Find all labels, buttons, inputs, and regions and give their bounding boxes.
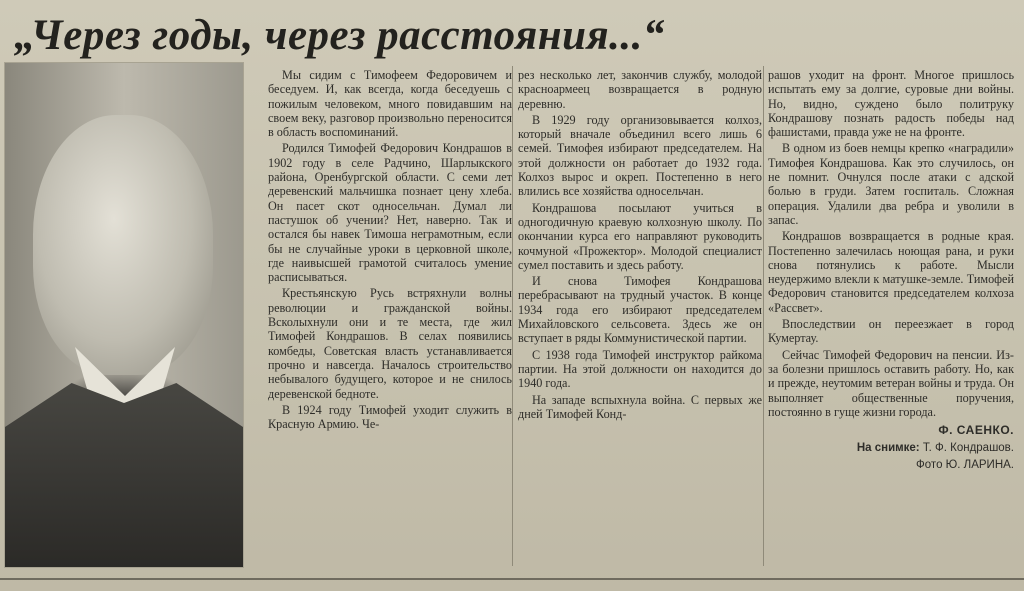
headline: „Через годы, через расстояния...“ xyxy=(14,12,665,59)
article-column-1 xyxy=(268,68,512,431)
paragraph: Родился Тимофей Федорович Кондрашов в 1902 году в селе Радчино, Шарлыкского района, Оренбургской области. С семи лет деревенский мальчишка познает цену хлеба. Он пасет скот односельчан. Думал ли пастушок об учении? Нет, наверно. Так и остался бы навек Тимоша неграмотным, если бы не случайные уроки в церковной школе, где наивысшей грамотой считалось умение расписываться. xyxy=(268,141,512,285)
column-divider xyxy=(512,66,513,566)
paragraph: С 1938 года Тимофей инструктор райкома партии. На этой должности он находится до 1940 года. xyxy=(518,347,762,391)
paragraph: Крестьянскую Русь встряхнули волны революции и гражданской войны. Всколыхнули они и те места, где жил Тимофей Кондрашов. В селах появились комбеды, Советская власть устанавливается прочно и навсегда. Началось строительство небывалого будущего, которое и не снилось деревенской бедноте. xyxy=(268,286,512,401)
paragraph: Мы сидим с Тимофеем Федоровичем и беседуем. И, как всегда, когда беседуешь с пожилым человеком, много повидавшим на своем веку, разговор произвольно переносится в область воспоминаний. xyxy=(268,68,512,140)
paragraph: Кондрашова посылают учиться в одногодичную краевую колхозную школу. По окончании курса его направляют руководить кочмуной «Прожектор». Молодой специалист сумел поставить и здесь работу. xyxy=(518,200,762,272)
column-divider xyxy=(763,66,764,566)
photo-caption xyxy=(768,441,1014,455)
photo-credit: Фото Ю. ЛАРИНА. xyxy=(916,458,1014,471)
photo-caption-label: На снимке: xyxy=(856,442,920,455)
paragraph: На западе вспыхнула война. С первых же дней Тимофей Конд- xyxy=(518,392,762,421)
paragraph: рашов уходит на фронт. Многое пришлось испытать ему за долгие, суровые дни войны. Но, видно, суждено было политруку Кондрашову познать радость победы над фашистами, правда уже не на фронте. xyxy=(768,68,1014,140)
paragraph: Сейчас Тимофей Федорович на пенсии. Из-за болезни пришлось оставить работу. Но, как и прежде, неутомим ветеран войны и труда. Он выполняет общественные поручения, постоянно в гуще жизни города. xyxy=(768,347,1014,419)
portrait-face xyxy=(33,115,213,375)
paragraph: В одном из боев немцы крепко «наградили» Тимофея Кондрашова. Как это случилось, он не помнит. Очнулся после атаки с адской болью в груди. Затем госпиталь. Сложная операция. Удалили два ребра и уволили в запас. xyxy=(768,141,1014,227)
article-column-2 xyxy=(518,68,762,421)
paragraph: Впоследствии он переезжает в город Кумертау. xyxy=(768,317,1014,346)
photo-caption-text: Т. Ф. Кондрашов. xyxy=(922,442,1014,455)
portrait-photo xyxy=(4,62,244,568)
paragraph: В 1924 году Тимофей уходит служить в Красную Армию. Че- xyxy=(268,402,512,432)
paragraph: рез несколько лет, закончив службу, молодой красноармеец возвращается в родную деревню. xyxy=(518,68,762,111)
paragraph: И снова Тимофея Кондрашова перебрасывают на трудный участок. В конце 1934 года его избирают председателем Михайловского сельсовета. Здесь же он вступает в ряды Коммунистической партии. xyxy=(518,274,762,346)
paragraph: В 1929 году организовывается колхоз, который вначале объединил всего лишь 6 семей. Тимофея избирают председателем. На этой должности он работает до 1932 года. Колхоз вырос и окреп. Постепенно в него влились все хозяйства односельчан. xyxy=(518,112,762,199)
bottom-rule xyxy=(0,578,1024,580)
article-column-3 xyxy=(768,68,1014,472)
paragraph: Кондрашов возвращается в родные края. Постепенно залечилась ноющая рана, и руки снова потянулись к работе. Мысли неудержимо влекли к матушке-земле. Тимофей Федорович становится председателем колхоза «Рассвет». xyxy=(768,229,1014,315)
author-signature: Ф. САЕНКО. xyxy=(938,423,1014,438)
